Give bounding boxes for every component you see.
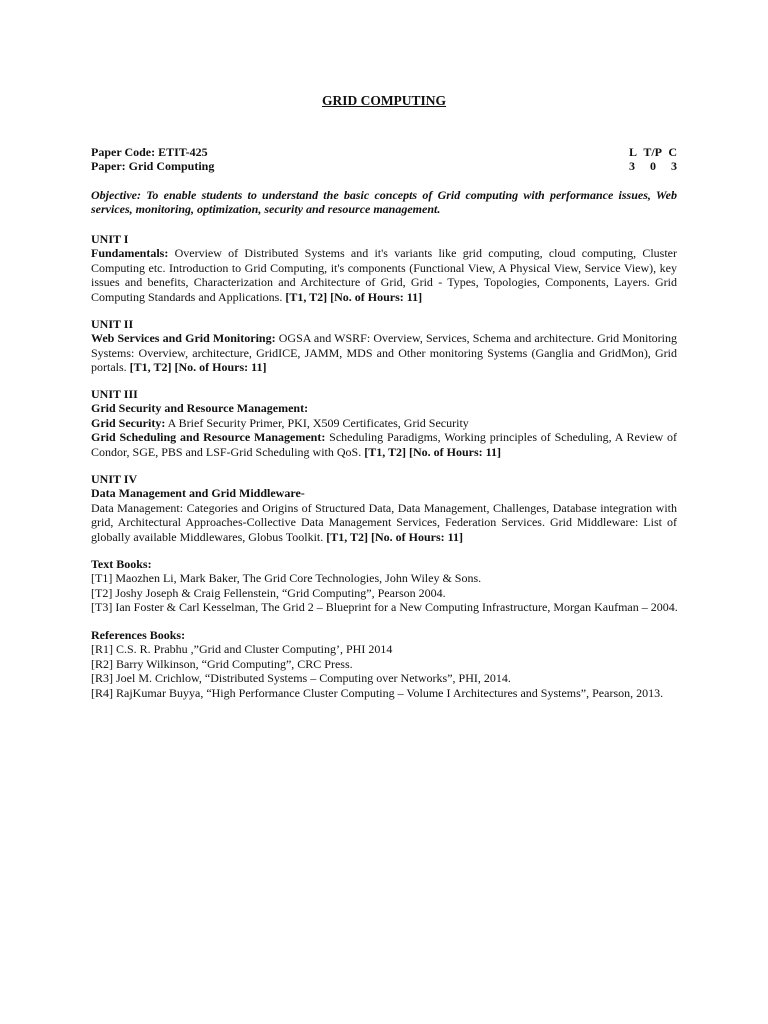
document-title: GRID COMPUTING	[321, 93, 447, 108]
reference-book-item: [R3] Joel M. Crichlow, “Distributed Systems – Computing over Networks”, PHI, 2014.	[91, 671, 511, 686]
unit-1-body: Overview of Distributed Systems and it's variants like grid computing, cloud computing, Cluster Computing etc. Introduction to Grid Computing, it's components (Functional View, A Physical View, Service View), key issues and benefits, Characterization and Architecture of Grid, Grid - Types, Topologies, Components, Layers. Grid Computing Standards and Applications.	[91, 246, 677, 304]
unit-3-body-1: A Brief Security Primer, PKI, X509 Certificates, Grid Security	[165, 415, 469, 430]
reference-books	[91, 628, 677, 700]
unit-1	[91, 232, 677, 304]
unit-3-lead-2: Grid Scheduling and Resource Management:	[91, 430, 326, 445]
ltpc-value-c: 3	[671, 159, 677, 174]
reference-book-item: [R2] Barry Wilkinson, “Grid Computing”, CRC Press.	[91, 656, 353, 671]
reference-book-item: [R4] RajKumar Buyya, “High Performance Cluster Computing – Volume I Architectures and Systems”, Pearson, 2013.	[91, 685, 664, 700]
unit-2-lead: Web Services and Grid Monitoring:	[91, 331, 276, 346]
unit-1-ref: [T1, T2] [No. of Hours: 11]	[285, 289, 423, 304]
paper-header	[91, 145, 677, 174]
objective: Objective: To enable students to understand the basic concepts of Grid computing with performance issues, Web services, monitoring, optimization, security and resource management.	[91, 188, 677, 217]
unit-1-text	[91, 246, 677, 304]
ltpc-values	[629, 159, 677, 173]
unit-2-ref: [T1, T2] [No. of Hours: 11]	[129, 360, 267, 375]
unit-4-heading: UNIT IV	[91, 472, 138, 486]
unit-3-ref: [T1, T2] [No. of Hours: 11]	[364, 444, 501, 459]
unit-3-lead-1: Grid Security:	[91, 415, 166, 430]
unit-2-text	[91, 331, 677, 374]
unit-2-body: OGSA and WSRF: Overview, Services, Schema and architecture. Grid Monitoring Systems: Overview, architecture, GridICE, JAMM, MDS and Other monitoring Systems (Ganglia and GridMon), Grid portals.	[91, 331, 677, 375]
unit-4-ref: [T1, T2] [No. of Hours: 11]	[326, 529, 464, 544]
unit-4-body: Data Management: Categories and Origins of Structured Data, Data Management, Challenges, Database integration with grid, Architectural Approaches-Collective Data Management Services, Federation Services. Grid Middleware: List of globally available Middlewares, Globus Toolkit.	[91, 500, 677, 544]
unit-3-body-2: Scheduling Paradigms, Working principles of Scheduling, A Review of Condor, SGE, PBS and LSF-Grid Scheduling with QoS.	[91, 430, 678, 459]
text-books	[91, 557, 677, 615]
ltpc-value-tp: 0	[650, 159, 656, 174]
ltpc-labels	[629, 145, 677, 159]
text-book-item: [T1] Maozhen Li, Mark Baker, The Grid Core Technologies, John Wiley & Sons.	[91, 571, 482, 586]
unit-3	[91, 387, 677, 459]
paper-code: Paper Code: ETIT-425	[91, 145, 208, 159]
unit-3-text-1	[91, 416, 677, 430]
unit-1-heading: UNIT I	[91, 232, 129, 246]
reference-book-item: [R1] C.S. R. Prabhu ,”Grid and Cluster Computing’, PHI 2014	[91, 642, 393, 657]
text-books-heading: Text Books:	[91, 557, 152, 571]
ltpc-value-l: 3	[629, 159, 635, 174]
reference-books-heading: References Books:	[91, 628, 186, 642]
unit-3-subheading: Grid Security and Resource Management:	[91, 401, 309, 416]
unit-1-lead: Fundamentals:	[91, 246, 169, 261]
unit-3-text-2	[91, 430, 677, 459]
ltpc-label-c: C	[668, 145, 677, 159]
text-book-item: [T3] Ian Foster & Carl Kesselman, The Grid 2 – Blueprint for a New Computing Infrastructure, Morgan Kaufman – 2004.	[91, 600, 678, 615]
unit-3-heading: UNIT III	[91, 387, 138, 401]
unit-4-text	[91, 501, 677, 544]
unit-4	[91, 472, 677, 544]
ltpc-label-tp: T/P	[643, 145, 662, 159]
ltpc-label-l: L	[629, 145, 638, 159]
unit-2	[91, 317, 677, 375]
paper-header-row-2	[91, 159, 677, 173]
unit-4-subheading: Data Management and Grid Middleware-	[91, 486, 305, 501]
text-book-item: [T2] Joshy Joseph & Craig Fellenstein, “Grid Computing”, Pearson 2004.	[91, 585, 446, 600]
unit-2-heading: UNIT II	[91, 317, 134, 331]
paper-header-row-1	[91, 145, 677, 159]
paper-name: Paper: Grid Computing	[91, 159, 215, 174]
